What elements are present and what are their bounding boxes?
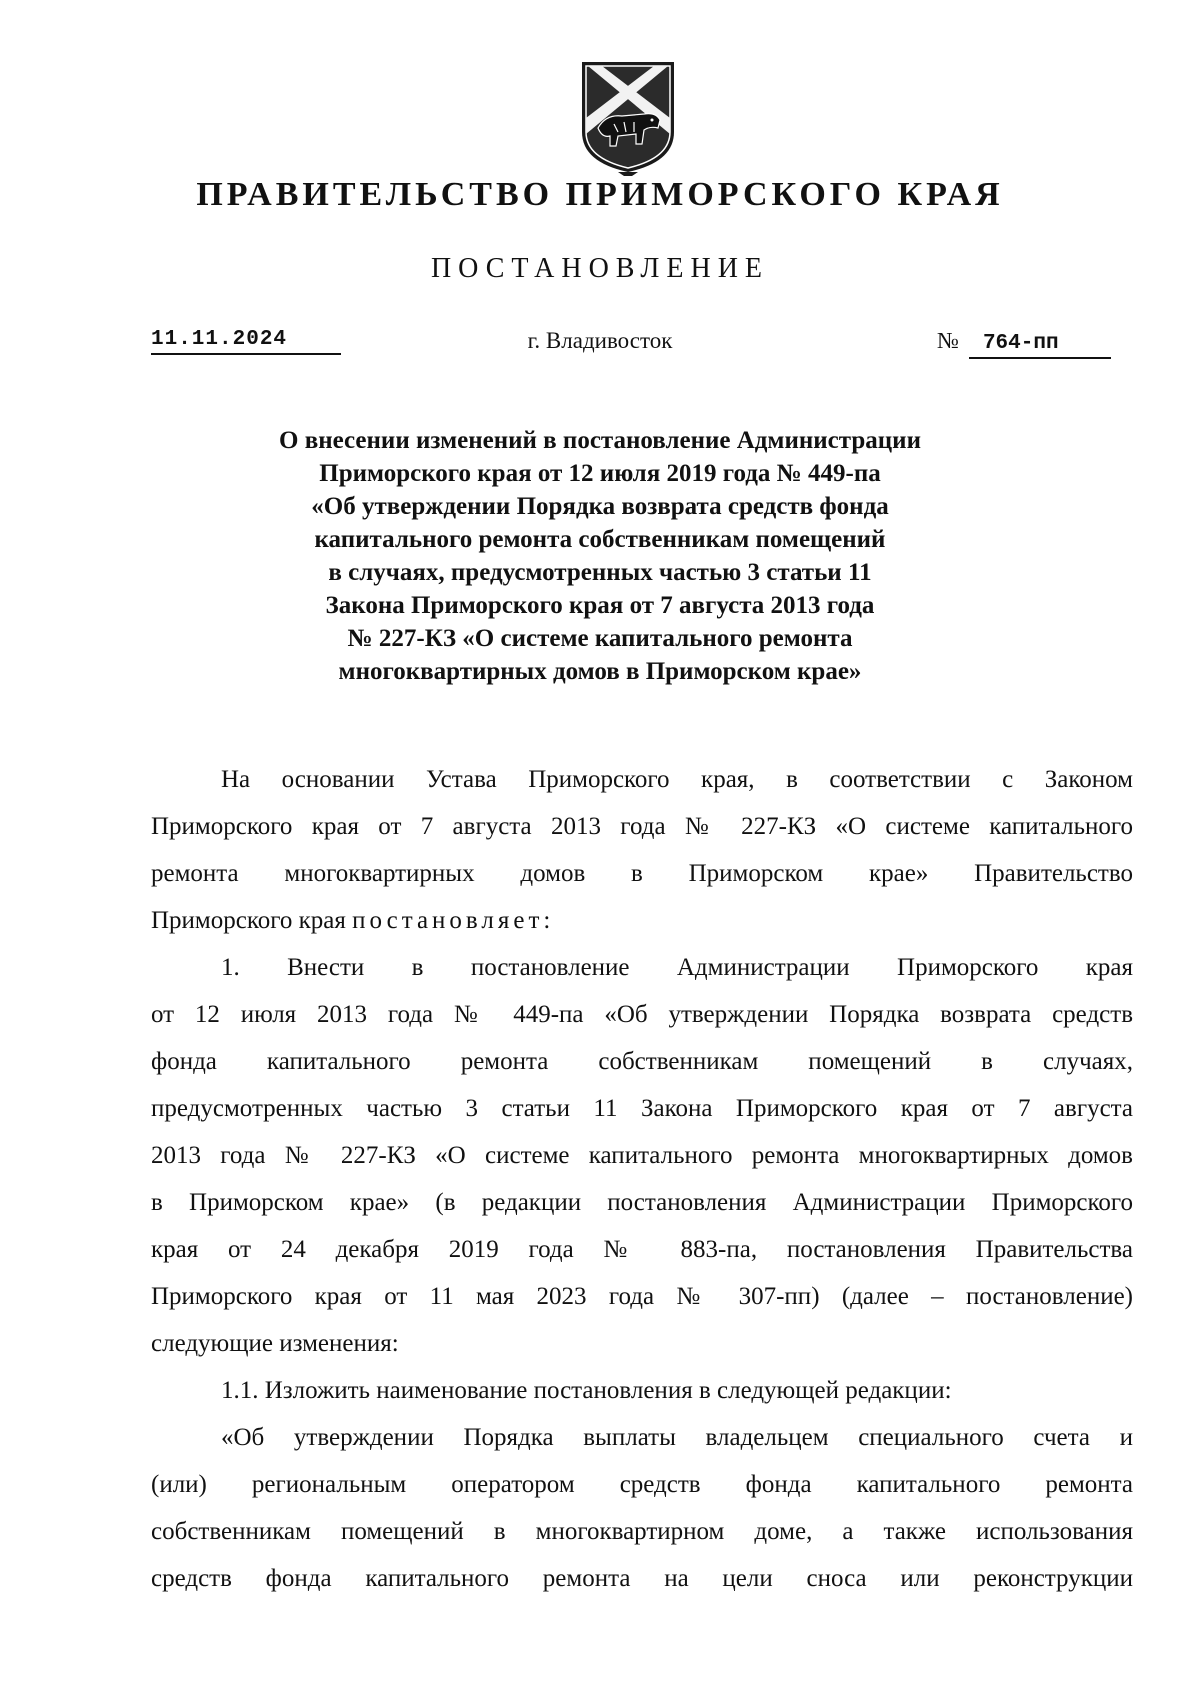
number-label: №: [937, 328, 959, 353]
number-value: 764-пп: [969, 332, 1111, 359]
body-line: собственникам помещений в многоквартирном доме, а также использования: [151, 1518, 1133, 1545]
primorsky-krai-coat-of-arms-icon: [578, 58, 678, 176]
document-number: [937, 328, 1111, 359]
body-line: 1.1. Изложить наименование постановления в следующей редакции:: [221, 1377, 952, 1404]
subject-line: О внесении изменений в постановление Администрации: [279, 427, 921, 454]
body-line: следующие изменения:: [151, 1330, 399, 1357]
subject-line: Приморского края от 12 июля 2019 года № 449-па: [319, 460, 881, 487]
body-line: 2013 года № 227-КЗ «О системе капитального ремонта многоквартирных домов: [151, 1142, 1133, 1169]
document-type: ПОСТАНОВЛЕНИЕ: [430, 253, 770, 284]
body-text: Приморского края: [151, 907, 353, 934]
government-title: ПРАВИТЕЛЬСТВО ПРИМОРСКОГО КРАЯ: [196, 176, 1004, 213]
document-subject: [230, 424, 970, 688]
body-line: средств фонда капитального ремонта на цели сноса или реконструкции: [151, 1565, 1133, 1592]
document-date: 11.11.2024: [151, 328, 341, 355]
subject-line: многоквартирных домов в Приморском крае»: [338, 658, 862, 685]
subject-line: «Об утверждении Порядка возврата средств фонда: [311, 493, 889, 520]
body-line: Приморского края от 11 мая 2023 года № 307-пп) (далее – постановление): [151, 1283, 1133, 1310]
subject-line: № 227-КЗ «О системе капитального ремонта: [347, 625, 853, 652]
subject-line: капитального ремонта собственникам помещений: [314, 526, 886, 553]
body-line: (или) региональным оператором средств фонда капитального ремонта: [151, 1471, 1133, 1498]
body-line: фонда капитального ремонта собственникам помещений в случаях,: [151, 1048, 1133, 1075]
body-line: ремонта многоквартирных домов в Приморском крае» Правительство: [151, 860, 1133, 887]
body-line: Приморского края от 7 августа 2013 года № 227-КЗ «О системе капитального: [151, 813, 1133, 840]
body-line: «Об утверждении Порядка выплаты владельцем специального счета и: [221, 1424, 1133, 1451]
document-meta: [0, 328, 1200, 368]
body-line: края от 24 декабря 2019 года № 883-па, постановления Правительства: [151, 1236, 1133, 1263]
body-line: в Приморском крае» (в редакции постановления Администрации Приморского: [151, 1189, 1133, 1216]
body-line: предусмотренных частью 3 статьи 11 Закона Приморского края от 7 августа: [151, 1095, 1133, 1122]
document-body: [151, 756, 1133, 1602]
resolves-word: постановляет:: [352, 907, 555, 934]
subject-line: Закона Приморского края от 7 августа 2013 года: [325, 592, 875, 619]
document-city: г. Владивосток: [527, 328, 673, 353]
body-line: На основании Устава Приморского края, в соответствии с Законом: [221, 766, 1133, 793]
body-line: [151, 897, 1133, 944]
body-line: от 12 июля 2013 года № 449-па «Об утверждении Порядка возврата средств: [151, 1001, 1133, 1028]
body-line: 1. Внести в постановление Администрации Приморского края: [221, 954, 1133, 981]
subject-line: в случаях, предусмотренных частью 3 статьи 11: [328, 559, 872, 586]
